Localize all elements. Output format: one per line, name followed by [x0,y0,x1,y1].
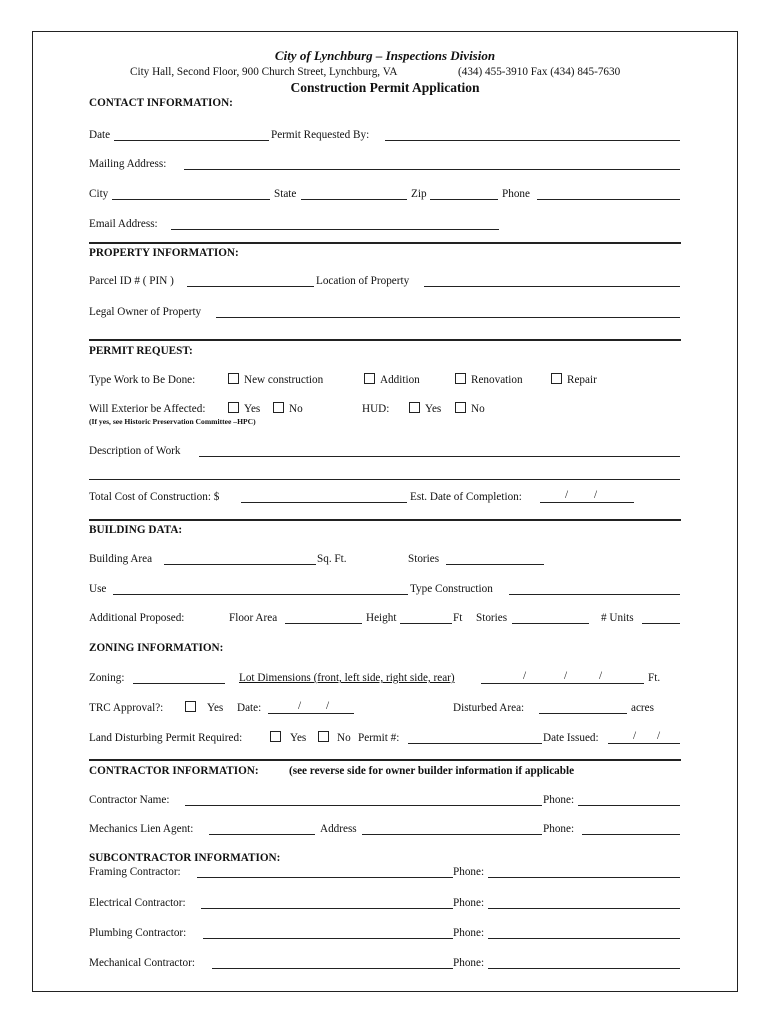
height-label: Height [366,612,397,624]
date-label: Date [89,129,111,141]
building-heading: BUILDING DATA: [89,524,183,536]
permit-heading: PERMIT REQUEST: [89,345,193,357]
email-label: Email Address: [89,218,158,230]
parcel-field[interactable] [187,286,314,287]
lot-ft-label: Ft. [648,672,661,684]
land-yes-label: Yes [290,732,307,744]
mailing-field[interactable] [184,169,680,170]
floor-area-label: Floor Area [229,612,278,624]
new-construction-checkbox[interactable] [228,373,239,384]
city-label: City [89,188,109,200]
description-field[interactable] [199,456,680,457]
repair-checkbox[interactable] [551,373,562,384]
contractor-phone-field[interactable] [578,805,680,806]
slash: / [326,700,330,712]
section-divider [89,339,681,341]
hud-label: HUD: [362,403,390,415]
land-disturbing-label: Land Disturbing Permit Required: [89,732,243,744]
slash: / [565,489,569,501]
contractor-heading: CONTRACTOR INFORMATION: [89,765,259,777]
slash: / [657,730,661,742]
electrical-phone-label: Phone: [453,897,485,909]
section-divider [89,242,681,244]
renovation-label: Renovation [471,374,523,386]
slash: / [633,730,637,742]
hud-yes-checkbox[interactable] [409,402,420,413]
phone-fax: (434) 455-3910 Fax (434) 845-7630 [458,66,621,78]
additional-label: Additional Proposed: [89,612,185,624]
trc-yes-label: Yes [207,702,224,714]
electrical-label: Electrical Contractor: [89,897,186,909]
land-no-label: No [337,732,351,744]
plumbing-phone-field[interactable] [488,938,680,939]
trc-date-label: Date: [237,702,262,714]
contact-heading: CONTACT INFORMATION: [89,97,233,109]
exterior-no-label: No [289,403,303,415]
acres-label: acres [631,702,654,714]
date-issued-label: Date Issued: [543,732,599,744]
exterior-yes-label: Yes [244,403,261,415]
total-cost-label: Total Cost of Construction: $ [89,491,220,503]
exterior-label: Will Exterior be Affected: [89,403,206,415]
hud-yes-label: Yes [425,403,442,415]
stories-field[interactable] [446,564,544,565]
units-field[interactable] [642,623,680,624]
sqft-label: Sq. Ft. [317,553,347,565]
new-construction-label: New construction [244,374,324,386]
total-cost-field[interactable] [241,502,407,503]
description-field-line2[interactable] [89,479,680,480]
division-title: City of Lynchburg – Inspections Division [274,48,496,63]
zip-field[interactable] [430,199,498,200]
form-title: Construction Permit Application [290,80,480,95]
zoning-field[interactable] [133,683,225,684]
parcel-label: Parcel ID # ( PIN ) [89,275,174,287]
building-area-field[interactable] [164,564,316,565]
location-label: Location of Property [316,275,410,287]
mechanical-phone-label: Phone: [453,957,485,969]
location-field[interactable] [424,286,680,287]
electrical-field[interactable] [201,908,453,909]
date-field[interactable] [114,140,269,141]
use-label: Use [89,583,107,595]
permit-no-field[interactable] [408,743,542,744]
exterior-no-checkbox[interactable] [273,402,284,413]
zoning-label: Zoning: [89,672,125,684]
stories2-field[interactable] [512,623,589,624]
requested-by-field[interactable] [385,140,680,141]
hud-no-label: No [471,403,485,415]
contractor-name-field[interactable] [185,805,542,806]
trc-date-field[interactable] [268,713,354,714]
units-label: # Units [601,612,634,624]
completion-field[interactable] [540,502,634,503]
repair-label: Repair [567,374,597,386]
permit-no-label: Permit #: [358,732,400,744]
renovation-checkbox[interactable] [455,373,466,384]
land-yes-checkbox[interactable] [270,731,281,742]
city-field[interactable] [112,199,270,200]
slash: / [523,670,527,682]
mechanical-field[interactable] [212,968,453,969]
mailing-label: Mailing Address: [89,158,167,170]
lien-phone-label: Phone: [543,823,575,835]
height-field[interactable] [400,623,452,624]
plumbing-field[interactable] [203,938,453,939]
framing-phone-field[interactable] [488,877,680,878]
type-construction-field[interactable] [509,594,680,595]
mechanical-label: Mechanical Contractor: [89,957,195,969]
slash: / [594,489,598,501]
lien-address-field[interactable] [362,834,542,835]
lien-phone-field[interactable] [582,834,680,835]
use-field[interactable] [113,594,408,595]
exterior-yes-checkbox[interactable] [228,402,239,413]
contractor-phone-label: Phone: [543,794,575,806]
stories-label: Stories [408,553,440,565]
form-border [32,31,738,992]
ft-label: Ft [453,612,463,624]
zip-label: Zip [411,188,427,200]
slash: / [298,700,302,712]
type-construction-label: Type Construction [410,583,493,595]
mechanical-phone-field[interactable] [488,968,680,969]
plumbing-label: Plumbing Contractor: [89,927,187,939]
requested-by-label: Permit Requested By: [271,129,370,141]
section-divider [89,759,681,761]
phone-label: Phone [502,188,530,200]
slash: / [564,670,568,682]
slash: / [599,670,603,682]
state-label: State [274,188,297,200]
zoning-heading: ZONING INFORMATION: [89,642,224,654]
framing-phone-label: Phone: [453,866,485,878]
contractor-heading-note: (see reverse side for owner builder information if applicable [289,765,575,777]
email-field[interactable] [171,229,499,230]
date-issued-field[interactable] [608,743,680,744]
property-heading: PROPERTY INFORMATION: [89,247,239,259]
state-field[interactable] [301,199,407,200]
disturbed-area-label: Disturbed Area: [453,702,525,714]
framing-label: Framing Contractor: [89,866,181,878]
lien-agent-label: Mechanics Lien Agent: [89,823,194,835]
plumbing-phone-label: Phone: [453,927,485,939]
hud-no-checkbox[interactable] [455,402,466,413]
phone-field[interactable] [537,199,680,200]
section-divider [89,519,681,521]
lien-agent-field[interactable] [209,834,315,835]
completion-label: Est. Date of Completion: [410,491,522,503]
subcontractor-heading: SUBCONTRACTOR INFORMATION: [89,852,281,864]
addition-checkbox[interactable] [364,373,375,384]
description-label: Description of Work [89,445,181,457]
city-hall-address: City Hall, Second Floor, 900 Church Street, Lynchburg, VA [130,66,398,78]
contractor-name-label: Contractor Name: [89,794,170,806]
land-no-checkbox[interactable] [318,731,329,742]
floor-area-field[interactable] [285,623,362,624]
lien-address-label: Address [320,823,357,835]
stories2-label: Stories [476,612,508,624]
owner-label: Legal Owner of Property [89,306,202,318]
building-area-label: Building Area [89,553,153,565]
lot-dimensions-field[interactable] [481,683,644,684]
lot-dimensions-label: Lot Dimensions (front, left side, right side, rear) [239,672,455,684]
framing-field[interactable] [197,877,453,878]
trc-yes-checkbox[interactable] [185,701,196,712]
electrical-phone-field[interactable] [488,908,680,909]
disturbed-area-field[interactable] [539,713,627,714]
owner-field[interactable] [216,317,680,318]
type-work-label: Type Work to Be Done: [89,374,196,386]
hpc-note: (If yes, see Historic Preservation Committee –HPC) [89,417,256,426]
addition-label: Addition [380,374,420,386]
trc-label: TRC Approval?: [89,702,164,714]
